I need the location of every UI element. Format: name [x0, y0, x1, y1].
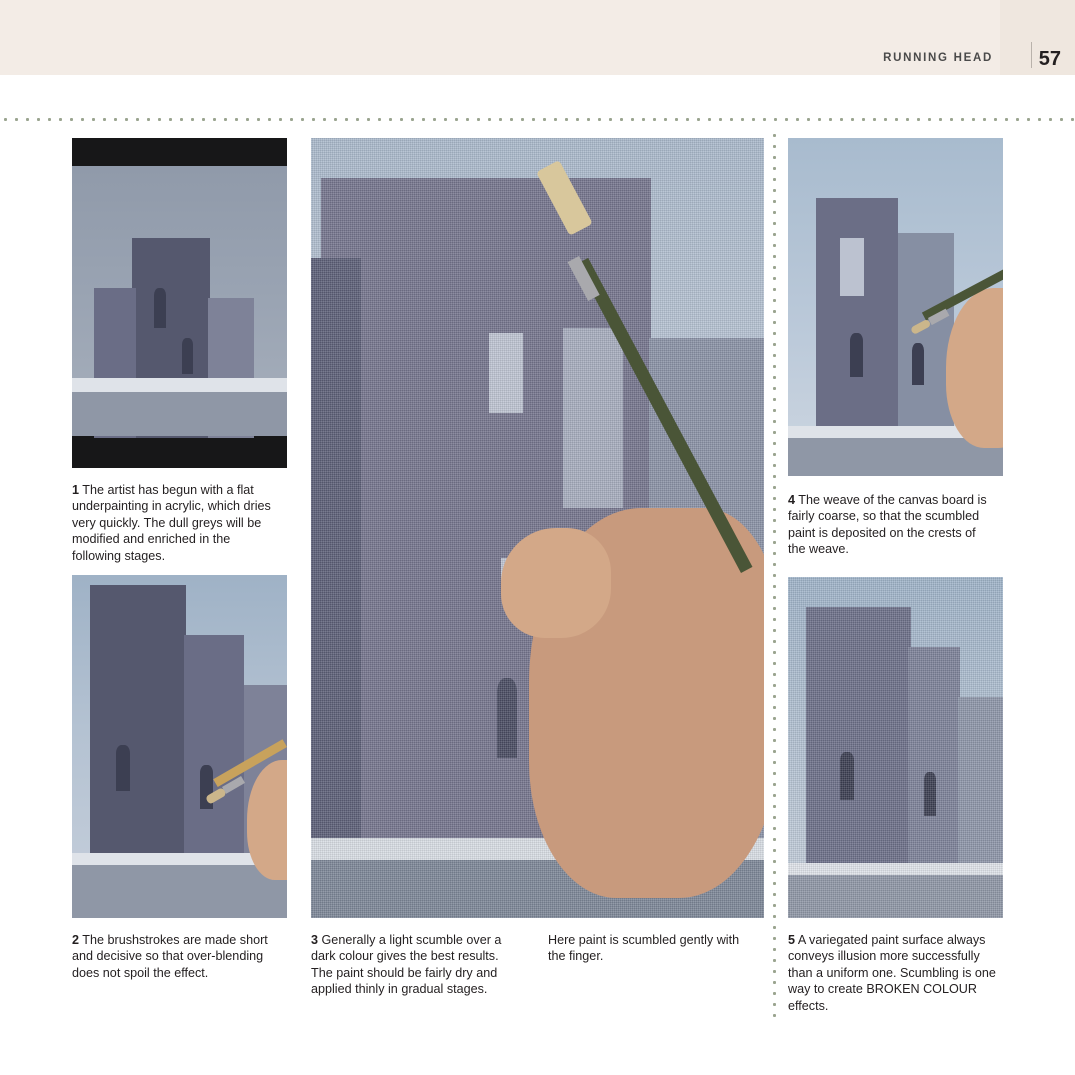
- figure-1-window-a: [154, 288, 166, 328]
- page-number: 57: [1038, 48, 1061, 70]
- caption-step-4-text: The weave of the canvas board is fairly coarse, so that the scumbled paint is deposited on the crests of the weave.: [788, 493, 987, 557]
- figure-4-window-a: [850, 333, 863, 377]
- vertical-dotted-rule: [773, 130, 776, 1020]
- caption-step-2-number: 2: [72, 933, 80, 947]
- caption-step-3: [311, 932, 516, 998]
- caption-step-5-number: 5: [788, 933, 796, 947]
- header-corner-block: [1000, 0, 1075, 75]
- figure-4-scumble-patch: [840, 238, 864, 296]
- figure-4-tower-main: [816, 198, 898, 438]
- figure-4-tower-right: [898, 233, 954, 438]
- figure-1-ground: [72, 386, 287, 436]
- caption-step-1-text: The artist has begun with a flat underpainting in acrylic, which dries very quickly. The dull greys will be modified and enriched in the following stages.: [72, 483, 271, 563]
- caption-step-2-text: The brushstrokes are made short and decisive so that over-blending does not spoil the effect.: [72, 933, 268, 980]
- figure-1-top-band: [72, 138, 287, 166]
- figure-4-window-b: [912, 343, 924, 385]
- figure-step-3: [311, 138, 764, 918]
- figure-2-window-a: [116, 745, 130, 791]
- figure-2-ground: [72, 860, 287, 918]
- caption-step-5-text: A variegated paint surface always conveys illusion more successfully than a uniform one. Scumbling is one way to create BROKEN COLOUR effects.: [788, 933, 996, 1013]
- caption-step-5: [788, 932, 1000, 1014]
- caption-step-3-number: 3: [311, 933, 319, 947]
- page-header-band: [0, 0, 1075, 75]
- horizontal-dotted-rule: [0, 118, 1075, 121]
- caption-step-1-number: 1: [72, 483, 80, 497]
- figure-step-5: [788, 577, 1003, 918]
- figure-1-bottom-band: [72, 433, 287, 468]
- figure-3-thumb: [501, 528, 611, 638]
- caption-step-4-number: 4: [788, 493, 796, 507]
- figure-5-canvas-weave: [788, 577, 1003, 918]
- figure-1-window-b: [182, 338, 193, 374]
- figure-2-tower-right: [184, 635, 244, 865]
- running-head: RUNNING HEAD: [883, 52, 993, 64]
- figure-step-2: [72, 575, 287, 918]
- figure-1-ground-light: [72, 378, 287, 392]
- figure-2-tower-main: [90, 585, 186, 865]
- caption-step-3b-text: Here paint is scumbled gently with the finger.: [548, 933, 740, 964]
- caption-step-4: [788, 492, 996, 558]
- figure-step-1: [72, 138, 287, 468]
- caption-step-3-text: Generally a light scumble over a dark colour gives the best results. The paint should be fairly dry and applied thinly in gradual stages.: [311, 933, 502, 997]
- caption-step-1: [72, 482, 277, 564]
- figure-step-4: [788, 138, 1003, 476]
- caption-step-3b: [548, 932, 753, 965]
- header-divider-rule: [1031, 42, 1032, 68]
- caption-step-2: [72, 932, 284, 981]
